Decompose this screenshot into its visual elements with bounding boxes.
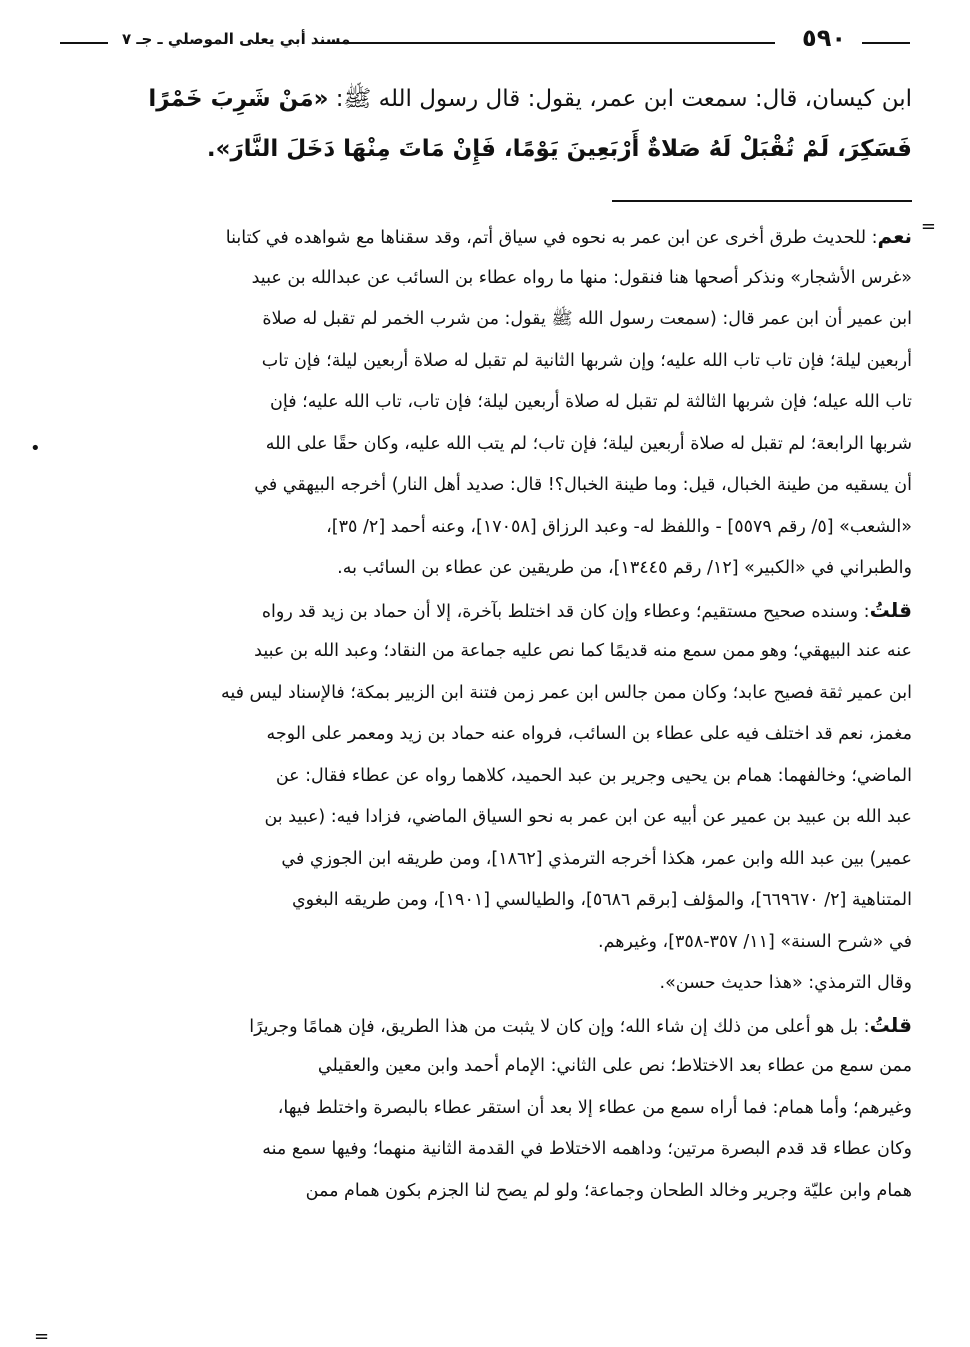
footnote-line (62, 631, 912, 673)
footnote-line (62, 797, 912, 839)
footnote-text: شربها الرابعة؛ لم تقبل له صلاة أربعين ليلة؛ فإن تاب؛ لم يتب الله عليه، وكان حقًا على الله (265, 433, 912, 454)
footnote-line (62, 507, 912, 549)
footnote-text: أربعين ليلة؛ فإن تاب تاب الله عليه؛ وإن شربها الثانية لم تقبل له صلاة أربعين ليلة؛ فإن تاب (261, 350, 912, 371)
footnote-text: «الشعب» [٥/ رقم ٥٥٧٩] - واللفظ له- وعبد الرزاق [١٧٠٥٨]، وعنه أحمد [٢/ ٣٥]، (326, 516, 912, 537)
footnote-text: في «شرح السنة» [١١/ ٣٥٧-٣٥٨]، وغيرهم. (598, 931, 912, 952)
header-dash-right (862, 42, 910, 44)
footnote-text: ممن سمع من عطاء بعد الاختلاط؛ نص على الثاني: الإمام أحمد وابن معين والعقيلي (317, 1056, 912, 1076)
footnote-line (62, 465, 912, 507)
footnote-line (62, 673, 912, 715)
footnote-text: همام وابن عليّة وجرير وخالد الطحان وجماعة؛ ولو لم يصح لنا الجزم بكون همام ممن (305, 1180, 912, 1201)
footnote-line (62, 590, 912, 632)
hadith-narration: ابن كيسان، قال: سمعت ابن عمر، يقول: قال رسول الله ﷺ: (328, 86, 912, 112)
footnote-separator (612, 200, 912, 202)
footnote-line (62, 548, 912, 590)
footnote-text: الماضي؛ وخالفهما: همام بن يحيى وجرير بن عبد الحميد، كلاهما رواه عن عطاء فقال: عن (275, 765, 912, 786)
continuation-mark-start: = (920, 216, 936, 237)
page-number: ٥٩٠ (802, 24, 846, 52)
hadith-text (62, 74, 912, 174)
header-dash-left (60, 42, 108, 44)
hadith-quote: «مَنْ شَرِبَ خَمْرًا (148, 86, 329, 112)
hadith-quote: فَسَكِرَ، لَمْ تُقْبَلْ لَهُ صَلاةٌ أَرْبَعِينَ يَوْمًا، فَإِنْ مَاتَ مِنْهَا دَخَلَ النَّارَ». (206, 136, 912, 162)
footnote-text: : بل هو أعلى من ذلك إن شاء الله؛ وإن كان لا يثبت من هذا الطريق، فإن همامًا وجريرًا (249, 1016, 870, 1037)
margin-dot: • (30, 438, 41, 459)
footnote-line (62, 216, 912, 258)
footnote-line (62, 714, 912, 756)
footnote-text: المتناهية [٢/ ٦٦٩٦٧٠]، والمؤلف [برقم ٥٦٨٦]، والطيالسي [١٩٠١]، ومن طريقه البغوي (291, 890, 912, 910)
footnote-line (62, 1046, 912, 1088)
footnote-line (62, 1005, 912, 1047)
footnote-text: وقال الترمذي: «هذا حديث حسن». (659, 973, 912, 993)
footnote-line (62, 299, 912, 341)
footnote-text: والطبراني في «الكبير» [١٢/ رقم ١٣٤٤٥]، من طريقين عن عطاء بن السائب به. (337, 558, 912, 578)
footnote-line (62, 258, 912, 300)
header-rule (320, 42, 775, 44)
hadith-line (62, 124, 912, 174)
footnote-text: وغيرهم؛ وأما همام: فما أراه سمع من عطاء إلا بعد أن استقر عطاء بالبصرة واختلط فيها، (277, 1097, 912, 1118)
footnote-text: وكان عطاء قد قدم البصرة مرتين؛ وداهمه الاختلاط في القدمة الثانية منهما؛ وفيها سمع منه (262, 1139, 912, 1159)
footnote-text: عمير) بين عبد الله وابن عمر، هكذا أخرجه الترمذي [١٨٦٢]، ومن طريقه ابن الجوزي في (281, 848, 912, 869)
footnote-line (62, 922, 912, 964)
footnote-line (62, 382, 912, 424)
footnote-line (62, 880, 912, 922)
footnote-lead: قلتُ (869, 1012, 912, 1037)
footnote-line (62, 756, 912, 798)
footnote-line (62, 1171, 912, 1213)
footnotes (30, 216, 936, 1347)
footnote-line (62, 341, 912, 383)
footnote-lead: نعم (877, 224, 912, 248)
book-title: مسند أبي يعلى الموصلي ـ جـ ٧ (122, 30, 351, 48)
hadith-line (62, 74, 912, 124)
footnote-text: ابن عمير ثقة فصيح عابد؛ وكان ممن جالس ابن عمر زمن فتنة ابن الزبير بمكة؛ فالإسناد ليس فيه (220, 682, 912, 703)
footnote-line (62, 1088, 912, 1130)
footnote-text: ابن عمير أن ابن عمر قال: (سمعت رسول الله ﷺ يقول: من شرب الخمر لم تقبل له صلاة (262, 309, 912, 329)
footnote-text: مغمز، نعم قد اختلف فيه على عطاء بن السائب، فرواه عنه حماد بن زيد ومعمر على الوجه (266, 724, 912, 744)
footnote-lead: قلتُ (869, 597, 912, 622)
page-header (60, 22, 910, 58)
continuation-mark-end: = (34, 1326, 50, 1347)
footnote-text: : وسنده صحيح مستقيم؛ وعطاء وإن كان قد اختلط بآخرة، إلا أن حماد بن زيد قد رواه (261, 601, 870, 622)
footnote-text: عبد الله بن عبيد بن عمير عن أبيه عن ابن عمر به نحو السياق الماضي، فزادا فيه: (عبيد بن (264, 807, 912, 827)
footnote-line (62, 963, 912, 1005)
footnote-line (62, 424, 912, 466)
footnote-text: «غرس الأشجار» ونذكر أصحها هنا فنقول: منها ما رواه عطاء بن السائب عن عبدالله بن عبيد (251, 267, 912, 288)
footnote-text: أن يسقيه من طينة الخبال، قيل: وما طينة الخبال؟! قال: صديد أهل النار) أخرجه البيهقي في (254, 475, 912, 495)
footnote-text: : للحديث طرق أخرى عن ابن عمر به نحوه في سياق أتم، وقد سقناها مع شواهده في كتابنا (225, 228, 878, 248)
footnote-line (62, 1129, 912, 1171)
footnote-line (62, 839, 912, 881)
footnote-text: عنه عند البيهقي؛ وهو ممن سمع منه قديمًا كما نص عليه جماعة من النقاد؛ وعبد الله بن عبيد (254, 641, 912, 661)
footnote-text: تاب الله عيله؛ فإن شربها الثالثة لم تقبل له صلاة أربعين ليلة؛ فإن تاب، تاب الله عليه؛ فإن (270, 392, 912, 412)
